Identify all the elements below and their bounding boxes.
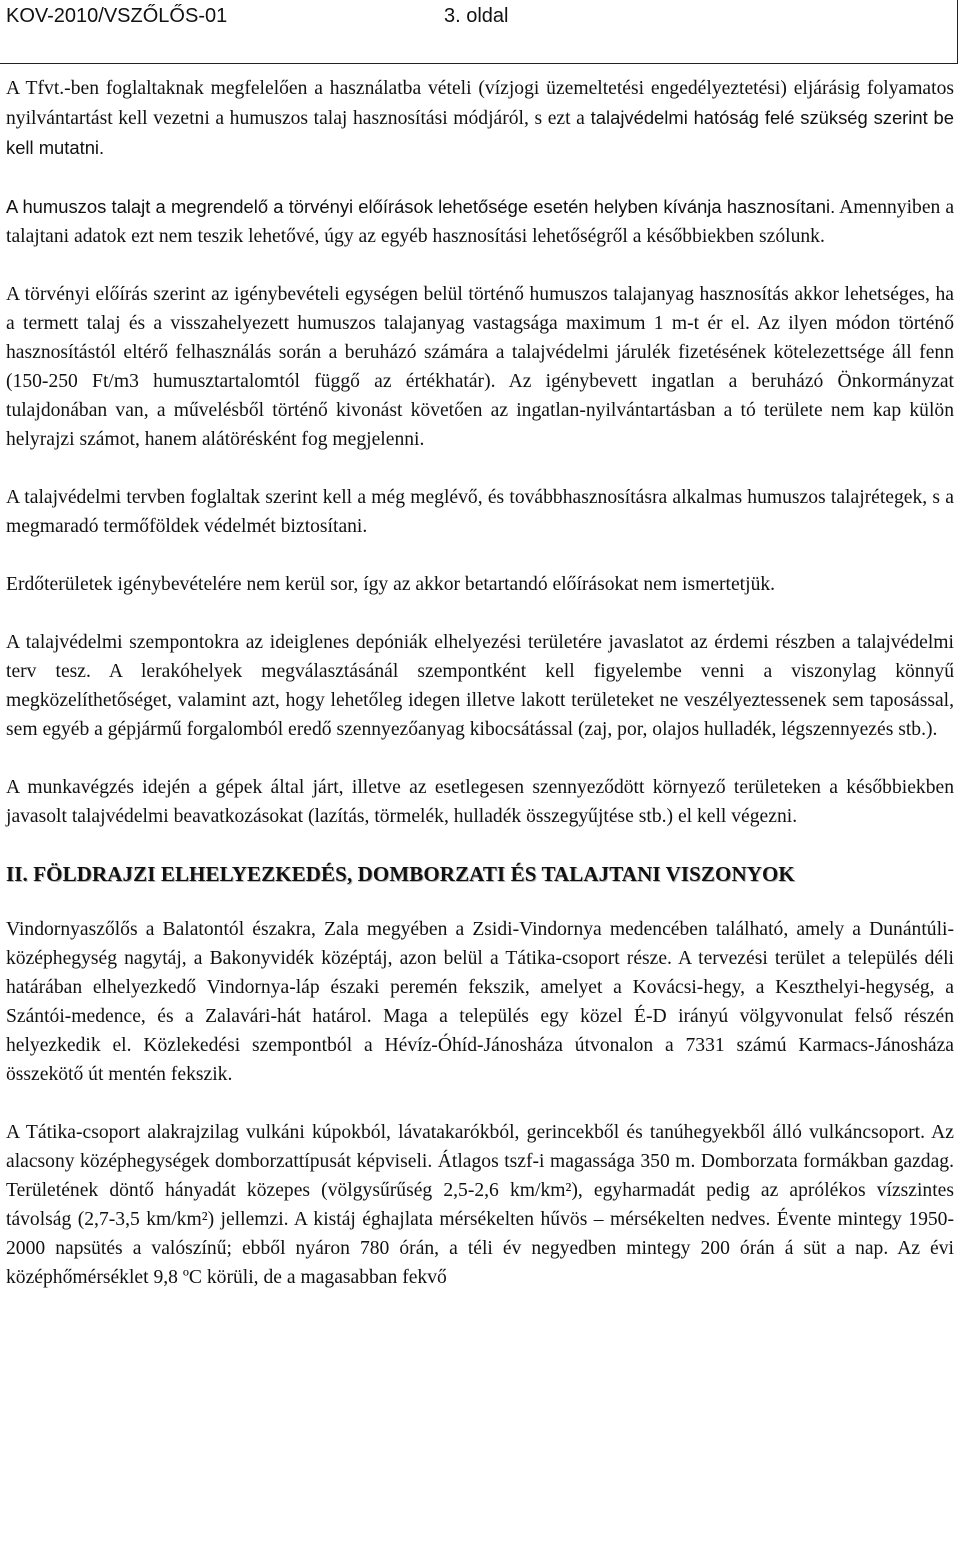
document-id: KOV-2010/VSZŐLŐS-01 xyxy=(6,5,228,27)
paragraph-3: A törvényi előírás szerint az igénybevételi egységen belül történő humuszos talajanyag hasznosítás akkor lehetséges, ha a termett talaj és a visszahelyezett humuszos talajanyag vastagsága maximum 1 m-t ér el. Az ilyen módon történő hasznosítástól eltérő felhasználás során a beruházó számára a talajvédelmi járulék fizetésének kötelezettsége áll fenn (150-250 Ft/m3 humusztartalomtól függő az értékhatár). Az igénybevett ingatlan a beruházó Önkormányzat tulajdonában van, a művelésből történő kivonást követően az ingatlan-nyilvántartásban a tó területe nem kap külön helyrajzi számot, hanem alátörésként fog megjelenni. xyxy=(6,284,954,450)
paragraph-1 xyxy=(6,74,954,163)
paragraph-2-sans-text: A humuszos talajt a megrendelő a törvényi előírások lehetősége esetén helyben kívánja hasznosítani. xyxy=(6,196,836,217)
paragraph-5: Erdőterületek igénybevételére nem kerül sor, így az akkor betartandó előírásokat nem ismertetjük. xyxy=(6,574,776,595)
paragraph-2-serif-text: Amennyiben a talajtani adatok ezt nem teszik lehetővé, úgy az egyéb hasznosítási lehetőségről a későbbiekben szólunk. xyxy=(6,197,955,247)
paragraph-6: A talajvédelmi szempontokra az ideiglenes depóniák elhelyezési területére javaslatot az érdemi részben a talajvédelmi terv tesz. A lerakóhelyek megválasztásánál szempontként kell figyelembe venni a viszonylag könnyű megközelíthetőséget, valamint azt, hogy lehetőleg idegen illetve lakott területeket ne veszélyeztessenek sem taposással, sem egyéb a gépjármű forgalomból eredő szennyezőanyag kibocsátással (zaj, por, olajos hulladék, légszennyezés stb.). xyxy=(6,632,954,740)
page-header xyxy=(0,0,958,64)
paragraph-9: A Tátika-csoport alakrajzilag vulkáni kúpokból, lávatakarókból, gerincekből és tanúhegyekből álló vulkáncsoport. Az alacsony középhegységek domborzattípusát képviseli. Átlagos tszf-i magassága 350 m. Domborzata formákban gazdag. Területének döntő hányadát közepes (völgysűrűség 2,5-2,6 km/km²), egyharmadát pedig az aprólékos vízszintes távolság (2,7-3,5 km/km²) jellemzi. A kistáj éghajlata mérsékelten hűvös – mérsékelten nedves. Évente mintegy 1950-2000 napsütés a valószínű; ebből nyáron 780 órán, a téli év negyedben mintegy 200 órán á süt a nap. Az évi középhőmérséklet 9,8 ºC körüli, de a magasabban fekvő xyxy=(6,1122,954,1288)
paragraph-1-serif-text: A Tfvt.-ben foglaltaknak megfelelően a használatba vételi (vízjogi üzemeltetési engedélyeztetési) eljárásig folyamatos nyilvántartást kell vezetni a humuszos talaj hasznosítási módjáról, s ezt a xyxy=(6,78,954,129)
section-heading: II. FÖLDRAJZI ELHELYEZKEDÉS, DOMBORZATI ÉS TALAJTANI VISZONYOK xyxy=(6,862,795,886)
page-number: 3. oldal xyxy=(444,5,509,27)
paragraph-7: A munkavégzés idején a gépek által járt, illetve az esetlegesen szennyeződött környező területeken a későbbiekben javasolt talajvédelmi beavatkozásokat (lazítás, törmelék, hulladék összegyűjtése stb.) el kell végezni. xyxy=(6,777,954,827)
paragraph-4: A talajvédelmi tervben foglaltak szerint kell a még meglévő, és továbbhasznosításra alkalmas humuszos talajrétegek, s a megmaradó termőföldek védelmét biztosítani. xyxy=(6,487,954,537)
paragraph-1-sans-text: talajvédelmi hatóság felé szükség szerint be kell mutatni. xyxy=(6,107,954,158)
document-body xyxy=(6,74,954,1292)
paragraph-2 xyxy=(6,192,954,251)
paragraph-8: Vindornyaszőlős a Balatontól északra, Zala megyében a Zsidi-Vindornya medencében található, amely a Dunántúli-középhegység nagytáj, a Bakonyvidék középtáj, azon belül a Tátika-csoport része. A tervezési terület a település déli határában elhelyezkedő Vindornya-láp északi peremén fekszik, amelyet a Kovácsi-hegy, a Keszthelyi-hegység, a Szántói-medence, és a Zalavári-hát határol. Maga a település egy közel É-D irányú völgyvonulat felső részén helyezkedik el. Közlekedési szempontból a Hévíz-Óhíd-Jánosháza útvonalon a 7331 számú Karmacs-Jánosháza összekötő út mentén fekszik. xyxy=(6,919,954,1085)
